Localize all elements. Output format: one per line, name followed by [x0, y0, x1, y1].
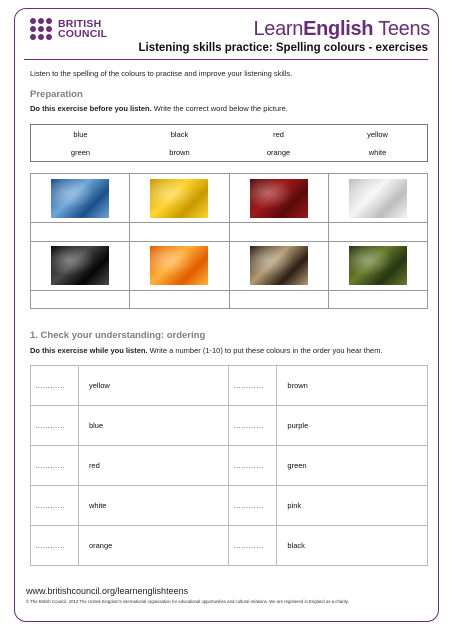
exercise1-instruction-bold: Do this exercise while you listen. — [30, 346, 148, 355]
ordering-row — [31, 526, 428, 566]
brand-line-1: BRITISH — [58, 18, 102, 30]
colour-word: red — [78, 446, 229, 486]
order-blank[interactable]: ………… — [31, 406, 79, 446]
logo-teens: Teens — [373, 18, 430, 40]
red-silk-image — [250, 179, 308, 218]
colour-word: brown — [277, 366, 428, 406]
word-bank-item: red — [273, 129, 284, 139]
word-bank-item: white — [368, 147, 387, 157]
ordering-row — [31, 406, 428, 446]
answer-cell[interactable] — [229, 223, 328, 242]
answer-cell[interactable] — [31, 290, 130, 309]
brown-silk-image — [250, 246, 308, 285]
answer-cell[interactable] — [130, 223, 229, 242]
preparation-instruction-rest: Write the correct word below the picture. — [151, 104, 288, 113]
word-bank-item: blue — [73, 129, 88, 139]
colour-word: yellow — [78, 366, 229, 406]
black-silk-image — [51, 246, 109, 285]
picture-row — [31, 174, 428, 223]
order-blank[interactable]: ………… — [229, 366, 277, 406]
colour-word: purple — [277, 406, 428, 446]
ordering-row — [31, 486, 428, 526]
order-blank[interactable]: ………… — [229, 446, 277, 486]
answer-cell[interactable] — [328, 223, 427, 242]
order-blank[interactable]: ………… — [229, 406, 277, 446]
footer-copyright: © The British Council, 2012 The United Kingdom’s international organisation for educational opportunities and cultural relations. We are registered in England as a charity. — [26, 599, 349, 604]
word-bank-item: green — [70, 147, 91, 157]
picture-row — [31, 241, 428, 290]
exercise1-heading: 1. Check your understanding: ordering — [30, 330, 206, 341]
preparation-instruction — [30, 104, 288, 113]
intro-text: Listen to the spelling of the colours to practise and improve your listening skills. — [30, 69, 293, 78]
order-blank[interactable]: ………… — [31, 486, 79, 526]
answer-cell[interactable] — [130, 290, 229, 309]
colour-word: black — [277, 526, 428, 566]
ordering-table — [30, 365, 428, 566]
answer-cell[interactable] — [229, 290, 328, 309]
logo-dots-icon — [30, 18, 52, 40]
order-blank[interactable]: ………… — [229, 486, 277, 526]
preparation-heading: Preparation — [30, 89, 83, 100]
green-silk-image — [349, 246, 407, 285]
title-divider — [24, 59, 428, 60]
answer-cell[interactable] — [31, 223, 130, 242]
colour-word: pink — [277, 486, 428, 526]
page-title: Listening skills practice: Spelling colours - exercises — [138, 42, 428, 54]
footer-url-link[interactable]: www.britishcouncil.org/learnenglishteens — [26, 586, 189, 596]
logo-learn: Learn — [253, 18, 304, 40]
colour-word: orange — [78, 526, 229, 566]
logo-english: English — [303, 18, 374, 40]
brand-line-2: COUNCIL — [58, 28, 108, 40]
exercise1-instruction-rest: Write a number (1-10) to put these colours in the order you hear them. — [147, 346, 383, 355]
word-bank-item: brown — [169, 147, 190, 157]
answer-row — [31, 223, 428, 242]
word-bank-item: orange — [266, 147, 291, 157]
white-silk-image — [349, 179, 407, 218]
colour-word: green — [277, 446, 428, 486]
ordering-row — [31, 366, 428, 406]
preparation-instruction-bold: Do this exercise before you listen. — [30, 104, 152, 113]
word-bank — [30, 124, 428, 162]
picture-grid — [30, 173, 428, 309]
colour-word: blue — [78, 406, 229, 446]
blue-silk-image — [51, 179, 109, 218]
word-bank-item: black — [170, 129, 189, 139]
answer-row — [31, 290, 428, 309]
british-council-logo — [30, 18, 107, 40]
ordering-row — [31, 446, 428, 486]
yellow-silk-image — [150, 179, 208, 218]
order-blank[interactable]: ………… — [31, 526, 79, 566]
orange-silk-image — [150, 246, 208, 285]
word-bank-item: yellow — [367, 129, 388, 139]
order-blank[interactable]: ………… — [229, 526, 277, 566]
learnenglish-teens-logo — [253, 18, 430, 41]
colour-word: white — [78, 486, 229, 526]
order-blank[interactable]: ………… — [31, 446, 79, 486]
exercise1-instruction — [30, 346, 383, 355]
order-blank[interactable]: ………… — [31, 366, 79, 406]
answer-cell[interactable] — [328, 290, 427, 309]
